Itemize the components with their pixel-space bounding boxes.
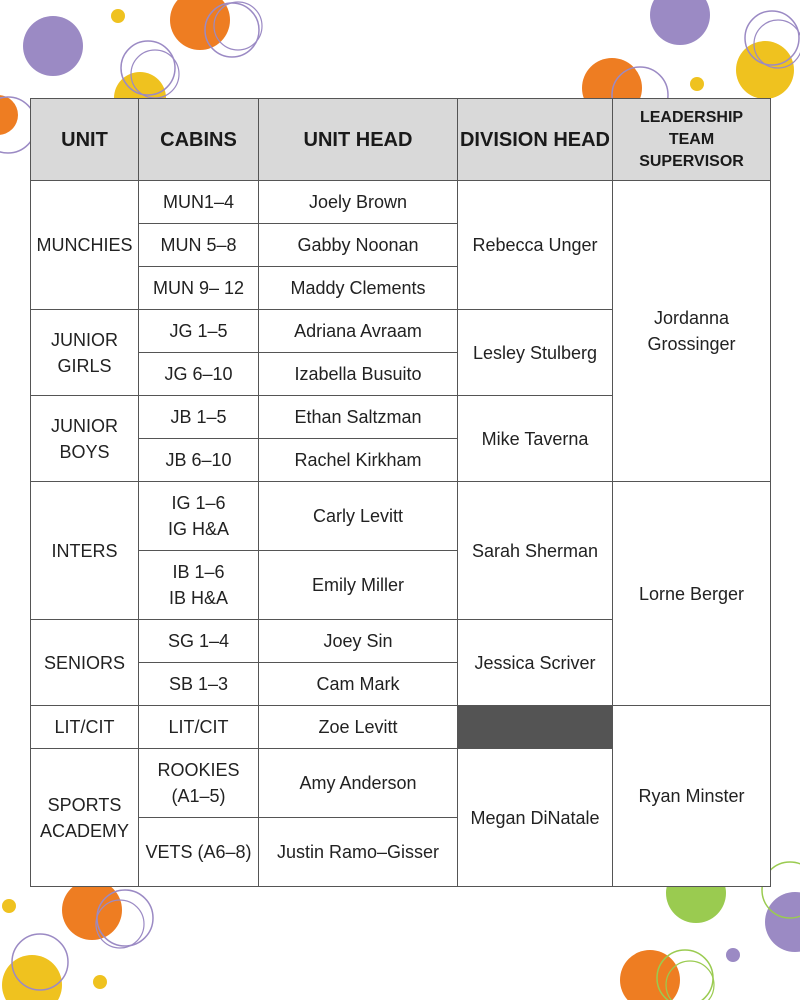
purple-dot	[650, 0, 710, 45]
unit-cell: SPORTS ACADEMY	[31, 749, 139, 887]
unit-cell: SENIORS	[31, 620, 139, 706]
yellow-dot	[2, 899, 16, 913]
purple-dot	[23, 16, 83, 76]
cabin-cell: JB 6–10	[139, 439, 259, 482]
purple-dot	[726, 948, 740, 962]
unit-head-cell: Ethan Saltzman	[259, 396, 458, 439]
supervisor-cell: Jordanna Grossinger	[613, 181, 771, 482]
unit-head-cell: Zoe Levitt	[259, 706, 458, 749]
unit-head-cell: Gabby Noonan	[259, 224, 458, 267]
cabin-cell: SB 1–3	[139, 663, 259, 706]
unit-cell: JUNIOR BOYS	[31, 396, 139, 482]
unit-cell: JUNIOR GIRLS	[31, 310, 139, 396]
header-unit: UNIT	[31, 99, 139, 181]
table-row	[31, 482, 771, 551]
table-row	[31, 181, 771, 224]
header-cabins: CABINS	[139, 99, 259, 181]
cabin-cell: SG 1–4	[139, 620, 259, 663]
purple-dot	[765, 892, 800, 952]
table-row	[31, 706, 771, 749]
blank-division-head-cell	[458, 706, 613, 749]
unit-head-cell: Justin Ramo–Gisser	[259, 818, 458, 887]
division-head-cell: Jessica Scriver	[458, 620, 613, 706]
cabin-cell: JG 6–10	[139, 353, 259, 396]
unit-head-cell: Cam Mark	[259, 663, 458, 706]
header-row	[31, 99, 771, 181]
cabin-cell: JB 1–5	[139, 396, 259, 439]
orange-dot	[0, 95, 18, 135]
yellow-dot	[690, 77, 704, 91]
division-head-cell: Mike Taverna	[458, 396, 613, 482]
cabin-cell: IB 1–6 IB H&A	[139, 551, 259, 620]
division-head-cell: Rebecca Unger	[458, 181, 613, 310]
unit-head-cell: Adriana Avraam	[259, 310, 458, 353]
yellow-dot	[93, 975, 107, 989]
cabin-cell: JG 1–5	[139, 310, 259, 353]
unit-head-cell: Joey Sin	[259, 620, 458, 663]
yellow-dot	[736, 41, 794, 99]
division-head-cell: Sarah Sherman	[458, 482, 613, 620]
cabin-cell: IG 1–6 IG H&A	[139, 482, 259, 551]
unit-head-cell: Carly Levitt	[259, 482, 458, 551]
orange-dot	[620, 950, 680, 1000]
cabin-cell: MUN 9– 12	[139, 267, 259, 310]
header-division-head: DIVISION HEAD	[458, 99, 613, 181]
unit-head-cell: Izabella Busuito	[259, 353, 458, 396]
supervisor-cell: Lorne Berger	[613, 482, 771, 706]
cabin-cell: MUN 5–8	[139, 224, 259, 267]
division-head-cell: Megan DiNatale	[458, 749, 613, 887]
unit-cell: LIT/CIT	[31, 706, 139, 749]
unit-head-cell: Emily Miller	[259, 551, 458, 620]
staff-assignment-table	[30, 98, 771, 887]
unit-head-cell: Amy Anderson	[259, 749, 458, 818]
header-unit-head: UNIT HEAD	[259, 99, 458, 181]
unit-head-cell: Joely Brown	[259, 181, 458, 224]
unit-cell: INTERS	[31, 482, 139, 620]
header-supervisor: LEADERSHIP TEAM SUPERVISOR	[613, 99, 771, 181]
cabin-cell: VETS (A6–8)	[139, 818, 259, 887]
cabin-cell: LIT/CIT	[139, 706, 259, 749]
unit-cell: MUNCHIES	[31, 181, 139, 310]
cabin-cell: ROOKIES (A1–5)	[139, 749, 259, 818]
yellow-dot	[111, 9, 125, 23]
division-head-cell: Lesley Stulberg	[458, 310, 613, 396]
yellow-dot	[2, 955, 62, 1000]
unit-head-cell: Rachel Kirkham	[259, 439, 458, 482]
unit-head-cell: Maddy Clements	[259, 267, 458, 310]
supervisor-cell: Ryan Minster	[613, 706, 771, 887]
cabin-cell: MUN1–4	[139, 181, 259, 224]
orange-dot	[62, 880, 122, 940]
